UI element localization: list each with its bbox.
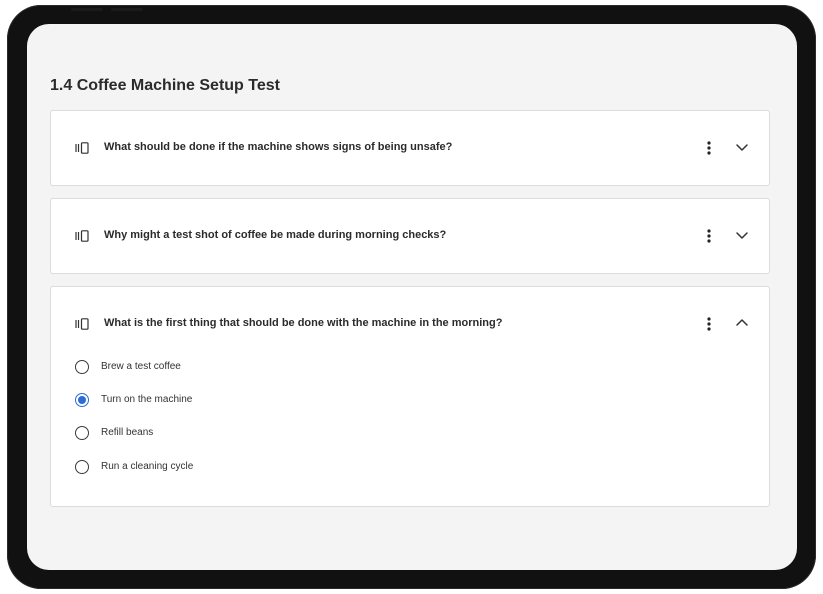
drag-handle-icon[interactable] [75,318,89,330]
question-text: Why might a test shot of coffee be made during morning checks? [104,229,447,241]
question-card [50,286,770,507]
question-header[interactable] [51,199,769,273]
chevron-up-icon[interactable] [735,318,749,328]
option-label: Turn on the machine [101,394,193,405]
option-label: Run a cleaning cycle [101,461,194,472]
question-header[interactable] [51,111,769,185]
question-text: What should be done if the machine shows signs of being unsafe? [104,141,453,153]
kebab-menu-icon[interactable] [706,229,712,243]
question-card [50,110,770,186]
page-title: 1.4 Coffee Machine Setup Test [50,77,280,94]
option-label: Refill beans [101,427,154,438]
chevron-down-icon[interactable] [735,230,749,240]
kebab-menu-icon[interactable] [706,317,712,331]
radio-button[interactable] [75,426,89,440]
radio-button[interactable] [75,460,89,474]
drag-handle-icon[interactable] [75,142,89,154]
radio-button-selected[interactable] [75,393,89,407]
drag-handle-icon[interactable] [75,230,89,242]
option-label: Brew a test coffee [101,361,181,372]
question-card [50,198,770,274]
question-text: What is the first thing that should be done with the machine in the morning? [104,317,503,329]
hardware-button [111,8,143,11]
question-header[interactable] [51,287,769,361]
app-screen [27,24,797,570]
radio-button[interactable] [75,360,89,374]
kebab-menu-icon[interactable] [706,141,712,155]
hardware-button [71,8,103,11]
chevron-down-icon[interactable] [735,142,749,152]
